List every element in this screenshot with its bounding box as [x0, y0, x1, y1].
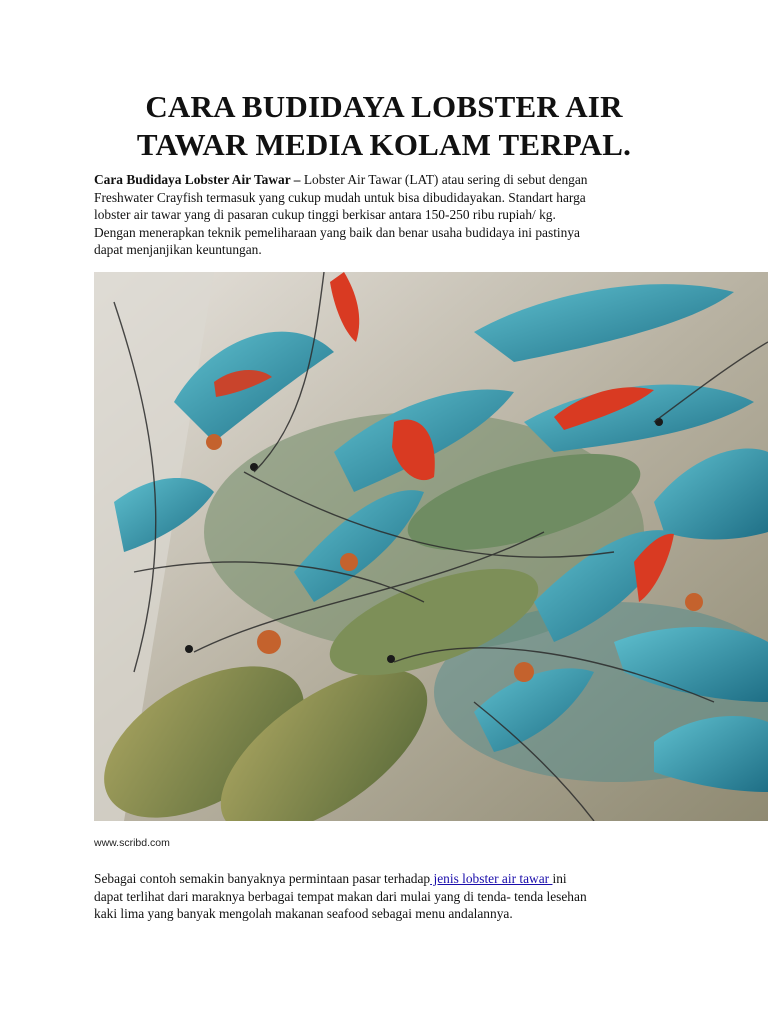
intro-line-5: dapat menjanjikan keuntungan. — [94, 242, 262, 257]
intro-paragraph — [94, 171, 694, 259]
image-source-caption: www.scribd.com — [94, 837, 170, 849]
document-title — [60, 88, 708, 164]
para2-line-2: dapat terlihat dari maraknya berbagai tempat makan dari mulai yang di tenda- tenda lesehan — [94, 888, 587, 904]
title-line-2: TAWAR MEDIA KOLAM TERPAL. — [136, 127, 632, 162]
para2-line-1 — [94, 870, 714, 888]
intro-line-2: Freshwater Crayfish termasuk yang cukup mudah untuk bisa dibudidayakan. Standart harga — [94, 189, 586, 205]
para2-line-1-after: ini — [552, 871, 567, 886]
para2-line-3: kaki lima yang banyak mengolah makanan seafood sebagai menu andalannya. — [94, 906, 513, 921]
second-paragraph — [94, 870, 714, 923]
crayfish-illustration — [94, 272, 768, 821]
intro-line-3: lobster air tawar yang di pasaran cukup tinggi berkisar antara 150-250 ribu rupiah/ kg. — [94, 207, 556, 222]
title-line-1: CARA BUDIDAYA LOBSTER AIR — [145, 89, 623, 124]
jenis-lobster-link[interactable]: jenis lobster air tawar — [430, 871, 553, 886]
intro-bold-lead: Cara Budidaya Lobster Air Tawar – — [94, 172, 301, 187]
intro-line-1-rest: Lobster Air Tawar (LAT) atau sering di sebut dengan — [300, 172, 588, 187]
intro-line-4: Dengan menerapkan teknik pemeliharaan yang baik dan benar usaha budidaya ini pastinya — [94, 224, 580, 240]
para2-line-1-before: Sebagai contoh semakin banyaknya permintaan pasar terhadap — [94, 871, 431, 886]
crayfish-photo — [94, 272, 768, 821]
intro-line-1 — [94, 171, 694, 189]
